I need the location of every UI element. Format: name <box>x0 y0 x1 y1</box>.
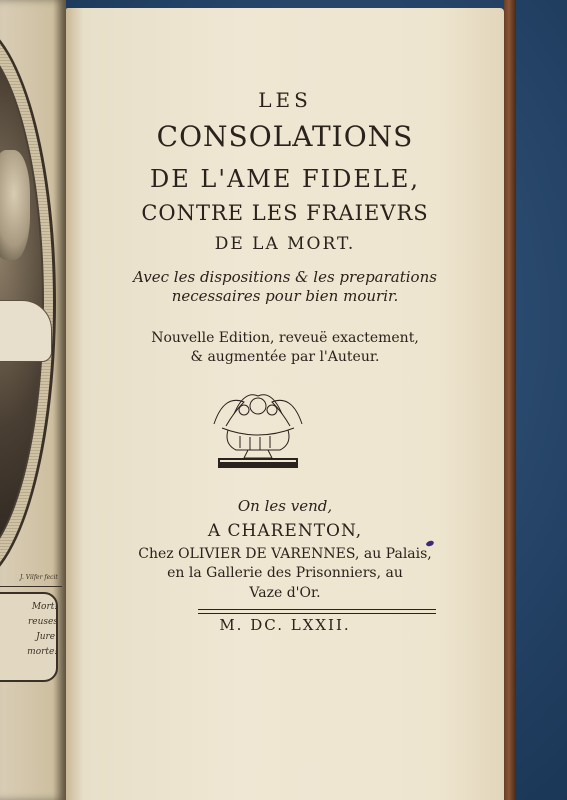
imprint-publisher-1: Chez OLIVIER DE VARENNES, au Palais, <box>138 546 432 562</box>
imprint-place: A CHARENTON, <box>207 521 363 541</box>
title-line-contre: CONTRE LES FRAIEVRS <box>141 201 429 225</box>
portrait-collar <box>0 300 52 362</box>
frontispiece-rule <box>0 586 62 587</box>
fleuron-ornament <box>204 384 312 474</box>
title-line-consolations: CONSOLATIONS <box>156 120 414 153</box>
edition-line-2: & augmentée par l'Auteur. <box>190 349 380 365</box>
book-spine <box>504 0 516 800</box>
engraver-signature: J. Vilfer fecit <box>20 574 58 581</box>
imprint-date: M. DC. LXXII. <box>219 616 351 634</box>
title-line-mort: DE LA MORT. <box>214 234 356 254</box>
subtitle-line-2: necessaires pour bien mourir. <box>171 287 399 305</box>
title-line-ame: DE L'AME FIDELE, <box>150 165 420 193</box>
edition-line-1: Nouvelle Edition, reveuë exactement, <box>151 330 419 346</box>
plaque-line: Jure. <box>36 632 58 642</box>
plaque-line: reuses <box>28 617 58 627</box>
imprint-rule <box>198 609 436 614</box>
title-line-les: LES <box>258 88 312 112</box>
imprint-publisher-2: en la Gallerie des Prisonniers, au <box>167 565 403 581</box>
imprint-vend: On les vend, <box>237 497 333 515</box>
frontispiece-page <box>0 0 66 800</box>
plaque-text <box>2 600 58 660</box>
plaque-line: morte! <box>27 647 58 657</box>
subtitle-line-1: Avec les dispositions & les preparations <box>133 268 437 286</box>
plaque-line: Mort! <box>31 602 58 612</box>
portrait-face <box>0 150 30 260</box>
imprint-publisher-3: Vaze d'Or. <box>249 585 321 601</box>
